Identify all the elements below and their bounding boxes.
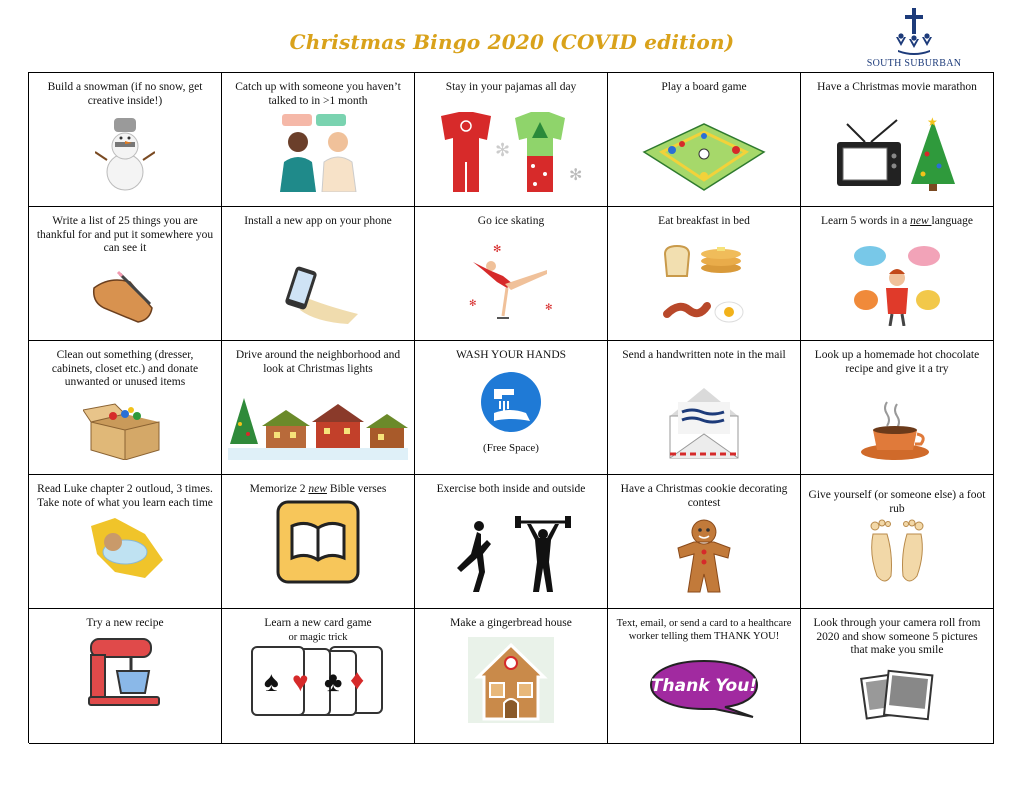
playing-cards-icon (250, 645, 386, 717)
svg-text:♠: ♠ (264, 667, 279, 698)
svg-text:♥: ♥ (292, 667, 309, 698)
cell-label: Text, email, or send a card to a healthcare worker telling them THANK YOU! (616, 618, 792, 642)
free-space-label: (Free Space) (483, 442, 539, 454)
gingerbread-house-icon (468, 637, 554, 723)
cell-label: Learn a new card game or magic trick (264, 617, 372, 643)
bingo-cell-new-recipe[interactable] (29, 609, 222, 744)
page-title: Christmas Bingo 2020 (COVID edition) (289, 30, 735, 54)
bingo-cell-snowman[interactable] (29, 73, 222, 207)
cell-label: Try a new recipe (86, 617, 164, 629)
conversation-icon (270, 112, 366, 192)
cell-label: Exercise both inside and outside (436, 483, 586, 495)
cell-label: Look through your camera roll from 2020 and show someone 5 pictures that make you smile (813, 617, 981, 656)
cell-label: Build a snowman (if no snow, get creative inside!) (47, 81, 203, 107)
bingo-cell-board-game[interactable] (608, 73, 801, 207)
cell-label: Install a new app on your phone (244, 215, 392, 227)
bingo-cell-card-game[interactable] (222, 609, 415, 744)
feet-icon (865, 514, 929, 586)
thank-you-bubble-icon (649, 659, 759, 719)
gingerbread-man-icon (674, 518, 734, 594)
thank-you-text: Thank You! (650, 676, 758, 696)
bingo-cell-hot-chocolate[interactable] (801, 341, 994, 475)
wash-hands-icon (480, 371, 542, 433)
hot-chocolate-icon (859, 400, 935, 460)
pajamas-icon (439, 110, 583, 192)
cell-label: Make a gingerbread house (450, 617, 572, 629)
bingo-cell-free-space[interactable] (415, 341, 608, 475)
tv-tree-icon (835, 114, 959, 192)
language-icon (852, 244, 942, 326)
bingo-cell-pajamas[interactable] (415, 73, 608, 207)
bingo-cell-bible-verses[interactable] (222, 475, 415, 609)
snowman-icon (95, 114, 155, 192)
cell-label: Eat breakfast in bed (658, 215, 750, 227)
bingo-cell-donate[interactable] (29, 341, 222, 475)
svg-text:✻: ✻ (469, 298, 477, 308)
svg-text:♦: ♦ (350, 665, 365, 696)
bingo-cell-thank-healthcare[interactable] (608, 609, 801, 744)
church-logo (862, 6, 966, 72)
cell-label: Write a list of 25 things you are thankful for and put it somewhere you can see it (36, 215, 214, 254)
writing-hand-icon (90, 268, 160, 326)
exercise-icon (449, 516, 573, 594)
cell-label: Go ice skating (477, 215, 545, 227)
bingo-cell-thankful-list[interactable] (29, 207, 222, 341)
bingo-cell-gingerbread-house[interactable] (415, 609, 608, 744)
bingo-cell-new-language[interactable] (801, 207, 994, 341)
manger-baby-icon (85, 516, 165, 580)
svg-text:✻: ✻ (493, 244, 502, 255)
cell-label: Look up a homemade hot chocolate recipe and give it a try (814, 349, 980, 375)
bingo-grid (28, 72, 994, 743)
photos-icon (860, 667, 934, 725)
svg-text:✻: ✻ (569, 167, 583, 184)
cell-label: Clean out something (dresser, cabinets, closet etc.) and donate unwanted or unused items (51, 349, 199, 388)
cross-people-icon (892, 6, 936, 56)
phone-icon (276, 266, 360, 326)
breakfast-icon (659, 244, 749, 326)
cell-label: Play a board game (661, 81, 747, 93)
bingo-cell-camera-roll[interactable] (801, 609, 994, 744)
ice-skater-icon (463, 240, 559, 326)
board-game-icon (642, 122, 766, 192)
logo-text: SOUTH SUBURBAN (866, 58, 962, 69)
bingo-cell-christmas-lights[interactable] (222, 341, 415, 475)
cell-label: Memorize 2 new Bible verses (249, 483, 387, 495)
bingo-cell-breakfast[interactable] (608, 207, 801, 341)
cell-label: Have a Christmas movie marathon (817, 81, 977, 93)
bingo-cell-luke-2[interactable] (29, 475, 222, 609)
cell-label: Drive around the neighborhood and look at Christmas lights (235, 349, 401, 375)
cell-label: Read Luke chapter 2 outloud, 3 times. Take note of what you learn each time (37, 483, 213, 509)
cell-label: Have a Christmas cookie decorating contest (620, 483, 788, 509)
bingo-cell-ice-skating[interactable] (415, 207, 608, 341)
cell-label: Catch up with someone you haven’t talked to in >1 month (235, 81, 401, 107)
cell-label: Stay in your pajamas all day (445, 81, 577, 93)
bingo-cell-catch-up[interactable] (222, 73, 415, 207)
donation-box-icon (83, 402, 167, 460)
envelope-icon (666, 386, 742, 460)
svg-text:★: ★ (927, 115, 938, 129)
svg-text:✻: ✻ (545, 302, 553, 312)
bingo-cell-new-app[interactable] (222, 207, 415, 341)
bingo-cell-exercise[interactable] (415, 475, 608, 609)
cell-label: Send a handwritten note in the mail (622, 349, 786, 361)
cell-label: WASH YOUR HANDS (455, 349, 567, 361)
svg-text:✻: ✻ (495, 140, 511, 160)
bingo-cell-cookie-contest[interactable] (608, 475, 801, 609)
bingo-cell-handwritten-note[interactable] (608, 341, 801, 475)
bingo-cell-foot-rub[interactable] (801, 475, 994, 609)
cell-label: Learn 5 words in a new language (820, 215, 974, 227)
cell-label: Give yourself (or someone else) a foot rub (808, 489, 986, 515)
book-icon (276, 500, 360, 584)
bingo-cell-movie-marathon[interactable] (801, 73, 994, 207)
christmas-houses-icon (228, 394, 408, 460)
stand-mixer-icon (87, 637, 163, 707)
svg-text:♣: ♣ (324, 667, 343, 698)
